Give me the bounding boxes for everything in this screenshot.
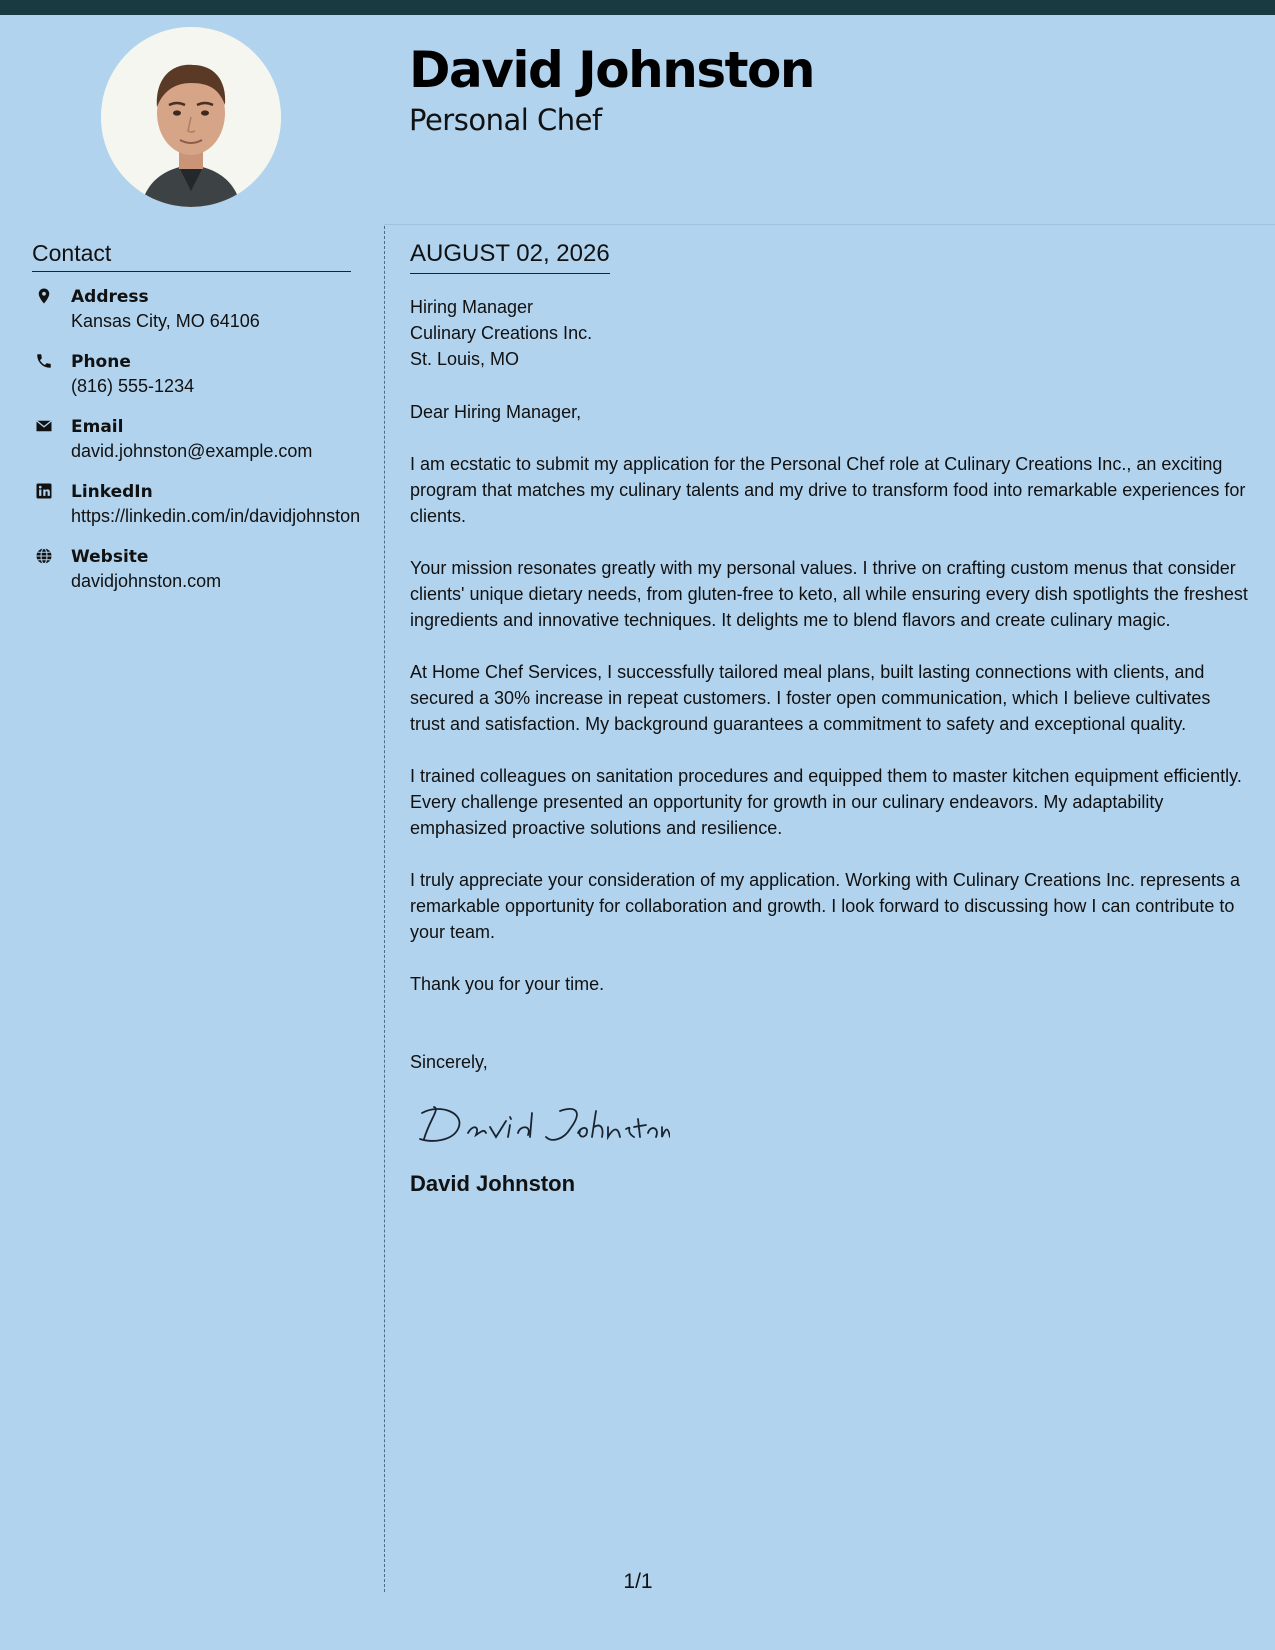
letter-date: AUGUST 02, 2026 xyxy=(410,240,610,274)
recipient-line: Culinary Creations Inc. xyxy=(410,322,593,343)
closing: Sincerely, xyxy=(410,1051,488,1072)
recipient-block xyxy=(410,294,1250,372)
contact-value: Kansas City, MO 64106 xyxy=(71,311,260,331)
letter-paragraph: I trained colleagues on sanitation procedures and equipped them to master kitchen equipment efficiently. Every challenge presented an opportunity for growth in our culinary endeavors. My adaptability emphasized proactive solutions and resilience. xyxy=(410,765,1242,838)
letter-paragraph: I am ecstatic to submit my application for the Personal Chef role at Culinary Creations Inc., an exciting program that matches my culinary talents and my drive to transform food into remarkable experiences for clients. xyxy=(410,453,1246,526)
linkedin-icon xyxy=(35,482,53,500)
contact-value: david.johnston@example.com xyxy=(71,441,313,461)
letter-body xyxy=(410,240,1250,1197)
letter-paragraph: Thank you for your time. xyxy=(410,973,605,994)
recipient-line: Hiring Manager xyxy=(410,296,534,317)
contact-value: davidjohnston.com xyxy=(71,571,222,591)
location-pin-icon xyxy=(35,287,53,305)
contact-item-linkedin xyxy=(32,480,362,528)
letter-paragraph: Your mission resonates greatly with my personal values. I thrive on crafting custom menus that consider clients' unique dietary needs, from gluten-free to keto, all while ensuring every dish spotlights the freshest ingredients and innovative techniques. It delights me to blend flavors and create culinary magic. xyxy=(410,557,1248,630)
letter-paragraph: At Home Chef Services, I successfully tailored meal plans, built lasting connections with clients, and secured a 30% increase in repeat customers. I foster open communication, which I believe cultivates trust and satisfaction. My background guarantees a commitment to safety and exceptional quality. xyxy=(410,661,1211,734)
contact-label: LinkedIn xyxy=(71,482,153,502)
candidate-role: Personal Chef xyxy=(409,103,602,137)
page-number: 1/1 xyxy=(623,1570,653,1593)
globe-icon xyxy=(35,547,53,565)
contact-label: Address xyxy=(71,287,149,307)
top-accent-bar xyxy=(0,0,1275,15)
contact-label: Phone xyxy=(71,352,131,372)
email-icon xyxy=(35,417,53,435)
column-divider xyxy=(384,226,385,1592)
contact-item-phone xyxy=(32,350,362,398)
contact-item-website xyxy=(32,545,362,593)
signed-name: David Johnston xyxy=(410,1170,576,1196)
contact-item-address xyxy=(32,285,362,333)
contact-item-email xyxy=(32,415,362,463)
contact-label: Email xyxy=(71,417,124,437)
header-divider xyxy=(384,224,1275,225)
handwritten-signature xyxy=(410,1099,670,1151)
phone-icon xyxy=(35,352,53,370)
contact-heading: Contact xyxy=(32,240,351,272)
contact-list xyxy=(32,285,362,610)
salutation: Dear Hiring Manager, xyxy=(410,401,582,422)
recipient-line: St. Louis, MO xyxy=(410,348,520,369)
contact-value: (816) 555-1234 xyxy=(71,376,195,396)
contact-value: https://linkedin.com/in/davidjohnston xyxy=(71,506,361,526)
letter-paragraph: I truly appreciate your consideration of my application. Working with Culinary Creations Inc. represents a remarkable opportunity for collaboration and growth. I look forward to discussing how I can contribute to your team. xyxy=(410,869,1241,942)
profile-photo xyxy=(101,27,281,207)
contact-label: Website xyxy=(71,547,149,567)
candidate-name: David Johnston xyxy=(409,41,814,99)
